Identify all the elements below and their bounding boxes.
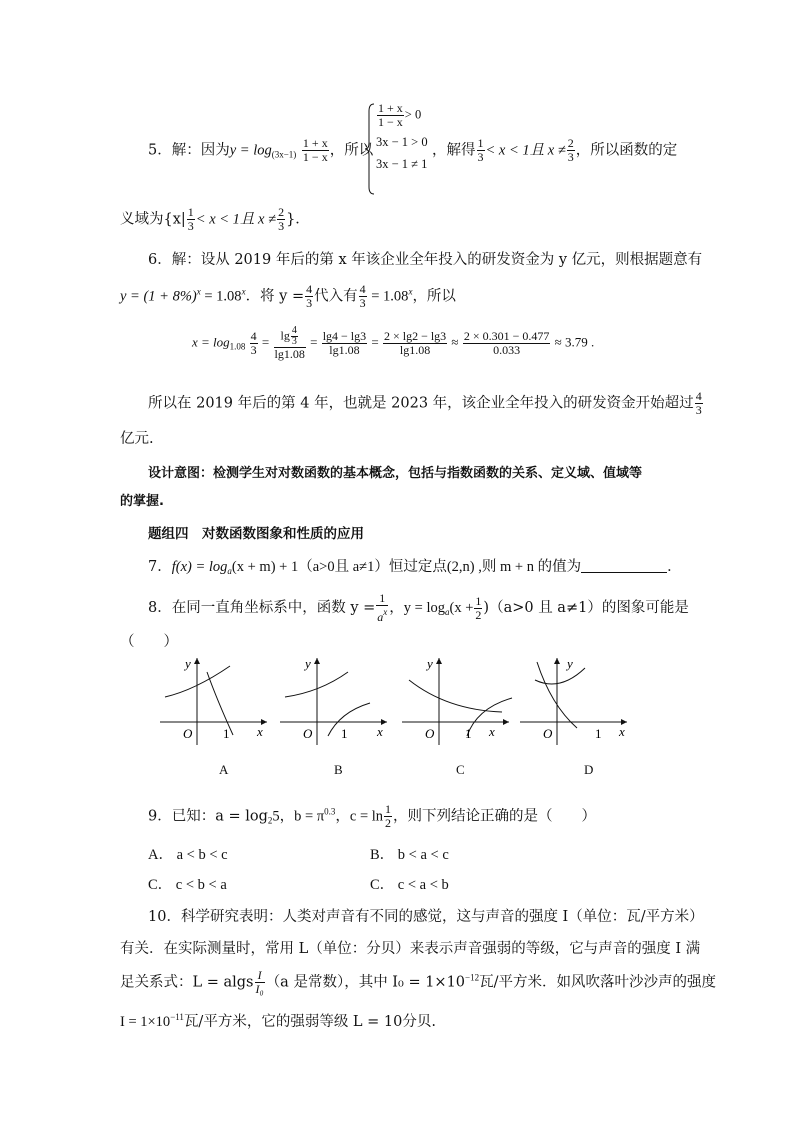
q5-fraction: $\frac{1 + x}{1 - x}$ — [302, 136, 328, 164]
q6-conclusion-2: 亿元. — [120, 431, 154, 447]
q8-caption-d: D — [584, 762, 594, 777]
q6-line1: 6．解：设从 2019 年后的第 x 年该企业全年投入的研发资金为 y 亿元，则根据题意有 — [148, 252, 703, 268]
q5-mid: ，所以 — [329, 142, 374, 159]
x-label: x — [257, 724, 263, 739]
svg-text:x: x — [489, 724, 495, 739]
q5-line1-right: ，解得 $\frac{1}{3}$ < x < 1且 x ≠ $\frac{2}{3}$ ，所以函数的定 — [432, 136, 678, 164]
q9-option-c[interactable]: C． c < b < a — [148, 877, 227, 893]
svg-text:1: 1 — [465, 726, 472, 741]
svg-text:O: O — [543, 726, 553, 741]
q10-line3: 足关系式：L = algs $\frac{I}{\text{I₀}}$ （a 是常数），其中 $I_0 = 1\times 10^{-12}$瓦/平方米．如风吹落叶沙沙声的强度 — [120, 968, 717, 996]
q7-line: 7．$f(x) = \log_a(x + m) + 1(a>0$且 a≠1）恒过定点(2,n) ,则 m + n 的值为 ． — [148, 559, 682, 576]
q8-line: 8．在同一直角坐标系中，函数 y = $\frac{1}{a^x}$ ，$y = \log_a(x$ + $\frac{1}{2}$ )（a>0 且 a≠1）的图象可能是 — [148, 591, 689, 624]
q6-conclusion: 所以在 2019 年后的第 4 年，也就是 2023 年，该企业全年投入的研发资金开始超过 $\frac{4}{3}$ — [148, 389, 702, 417]
q5-brace — [365, 103, 375, 195]
q9-option-d[interactable]: C． c < a < b — [370, 877, 449, 893]
q10-line4: $I = 1\times 10^{-11}$瓦/平方米，它的强弱等级 L = 10分贝. — [120, 1012, 436, 1030]
svg-text:y: y — [427, 656, 433, 671]
svg-text:O: O — [425, 726, 435, 741]
q9-option-b[interactable]: B． b < a < c — [370, 847, 449, 863]
design-intent-line1: 设计意图：检测学生对对数函数的基本概念，包括与指数函数的关系、定义域、值域等 — [148, 466, 643, 481]
q8-caption-c: C — [456, 762, 465, 777]
q8-graph-c — [397, 650, 517, 750]
y-label: y — [185, 656, 191, 671]
design-intent-line2: 的掌握. — [120, 494, 164, 509]
q8-graph-a — [155, 650, 275, 750]
group4-title: 题组四 对数函数图象和性质的应用 — [148, 526, 364, 542]
svg-text:1: 1 — [341, 726, 348, 741]
svg-text:x: x — [619, 724, 625, 739]
q10-line1: 10．科学研究表明：人类对声音有不同的感觉，这与声音的强度 I（单位：瓦/平方米） — [148, 909, 704, 925]
q8-caption-b: B — [334, 762, 343, 777]
q5-log-base: (3x−1) — [271, 149, 297, 160]
q8-graph-b — [275, 650, 395, 750]
svg-text:1: 1 — [595, 726, 602, 741]
q5-line2: 义域为{x| $\frac{1}{3}$ < x < 1且 x ≠ $\frac{2}{3}$ }． — [120, 205, 310, 233]
q7-answer-blank[interactable] — [581, 558, 667, 573]
q5-log: y = log — [229, 142, 272, 159]
q9-line: 9．已知：$a = \log_25$，$b = \pi^{0.3}$，c = ln $\frac{1}{2}$ ，则下列结论正确的是（ ） — [148, 802, 597, 830]
q5-prefix: 5．解：因为 — [148, 142, 230, 159]
q6-equation: $x = \log_{1.08}$ $\frac{4}{3}$ = lg $\frac{4}{3}$ lg1.08 = $\frac{\lg 4 - \lg 3}{\lg 1.08}$ = $\frac{2 \times \lg 2 - \lg 3}{\lg 1.08}$ ≈ $\frac{2 \times 0.301 - 0.477}{0.033}$ ≈ 3.79 . — [192, 325, 595, 361]
q8-graph-d — [515, 650, 635, 750]
q10-line2: 有关．在实际测量时，常用 L（单位：分贝）来表示声音强弱的等级，它与声音的强度 I 满 — [120, 941, 701, 957]
q5-line1 — [148, 137, 373, 164]
q8-caption-a: A — [219, 762, 229, 777]
svg-text:O: O — [303, 726, 313, 741]
origin-label: O — [183, 726, 193, 741]
svg-text:y: y — [567, 656, 573, 671]
q9-option-a[interactable]: A． a < b < c — [148, 847, 228, 863]
q6-line2: $y = (1 + 8\%)^x = 1.08^x$．将 y = $\frac{4}{3}$ 代入有 $\frac{4}{3}$ = $1.08^x$，所以 — [120, 282, 456, 310]
svg-text:1: 1 — [223, 726, 230, 741]
q8-paren: （ ） — [120, 634, 178, 650]
svg-text:y: y — [305, 656, 311, 671]
svg-text:x: x — [377, 724, 383, 739]
q5-system: $\frac{1 + x}{1 - x}$ > 0 3x − 1 > 0 3x − 1 ≠ 1 — [376, 101, 428, 171]
